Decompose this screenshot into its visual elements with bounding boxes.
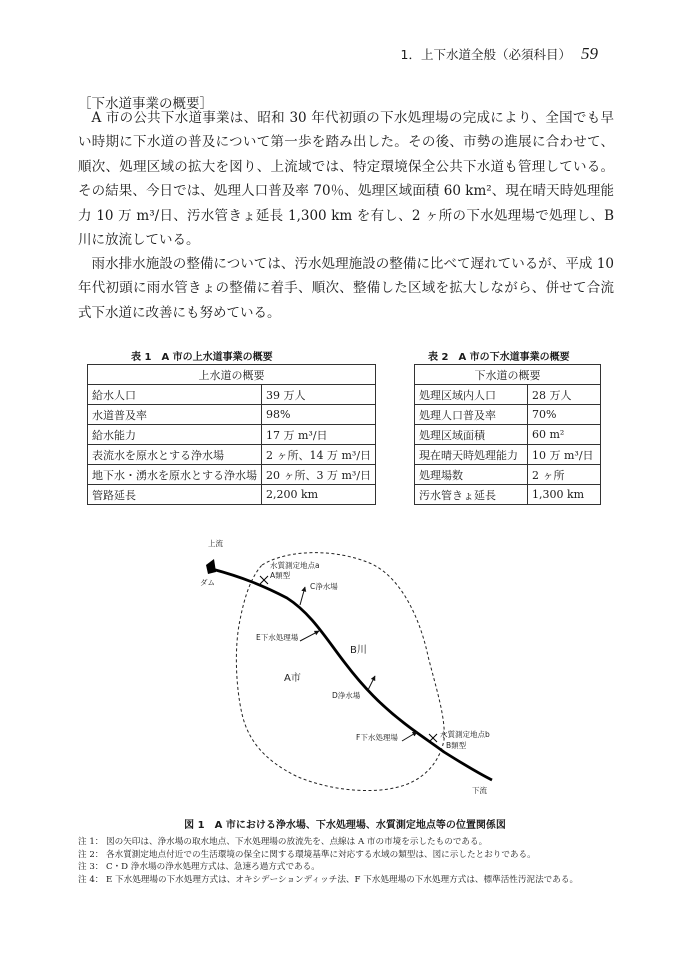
- water-quality-point-b-icon: [429, 734, 437, 742]
- row-label: 処理人口普及率: [415, 405, 528, 425]
- river-b-label: B川: [350, 645, 367, 656]
- row-label: 処理区域面積: [415, 425, 528, 445]
- dam-icon: [206, 559, 216, 574]
- row-label: 水道普及率: [88, 405, 262, 425]
- water-supply-table: [87, 364, 376, 505]
- section-title: ［下水道事業の概要］: [78, 96, 213, 112]
- row-label: 処理区域内人口: [415, 385, 528, 405]
- chapter-title: 1．上下水道全般（必須科目）: [400, 47, 571, 62]
- table2-caption: 表 2 A 市の下水道事業の概要: [428, 352, 570, 363]
- table1-caption: 表 1 A 市の上水道事業の概要: [131, 352, 273, 363]
- table-row: [415, 445, 601, 465]
- f-plant-outflow-arrow-icon: [402, 732, 417, 741]
- figure-caption: 図 1 A 市における浄水場、下水処理場、水質測定地点等の位置関係図: [184, 820, 506, 831]
- downstream-label: 下流: [472, 786, 487, 795]
- row-value: 2 ヶ所: [528, 465, 601, 485]
- row-value: 10 万 m³/日: [528, 445, 601, 465]
- note-label: 注 4：: [78, 874, 104, 885]
- water-quality-point-a-icon: [260, 576, 268, 584]
- d-plant-intake-arrow-icon: [368, 676, 375, 690]
- note-text: E 下水処理場の下水処理方式は、オキシデーションディッチ法、F 下水処理場の下水処理方式は、標準活性汚泥法である。: [106, 874, 579, 885]
- paragraph-1: A 市の公共下水道事業は、昭和 30 年代初頭の下水処理場の完成により、全国でも早い時期に下水道の普及について第一歩を踏み出した。その後、市勢の進展に合わせて、順次、処理区域の拡大を図り、上流域では、特定環境保全公共下水道も管理している。その結果、今日では、処理人口普及率 70％、処理区域面積 60 km²、現在晴天時処理能力 10 万 m³/日、汚水管きょ延長 1,300 km を有し、2 ヶ所の下水処理場で処理し、B 川に放流している。: [78, 110, 614, 249]
- table-row: [415, 465, 601, 485]
- page-header: [401, 44, 598, 64]
- point-b-label: 水質測定地点b: [440, 730, 490, 739]
- row-value: 28 万人: [528, 385, 601, 405]
- table-row: [88, 405, 376, 425]
- upstream-label: 上流: [208, 539, 223, 548]
- table-row: [88, 425, 376, 445]
- row-value: 2,200 km: [262, 485, 376, 505]
- f-plant-label: F下水処理場: [356, 733, 398, 742]
- table-row: [415, 425, 601, 445]
- e-plant-outflow-arrow-icon: [300, 631, 319, 641]
- row-value: 98%: [262, 405, 376, 425]
- dam-label: ダム: [200, 578, 215, 587]
- page-number: 59: [581, 44, 598, 63]
- row-value: 60 m²: [528, 425, 601, 445]
- table-row: [88, 465, 376, 485]
- sewerage-table: [414, 364, 601, 505]
- c-plant-label: C浄水場: [310, 582, 338, 591]
- row-value: 39 万人: [262, 385, 376, 405]
- note-text: 各水質測定地点付近での生活環境の保全に関する環境基準に対応する水域の類型は、図に示したとおりである。: [106, 849, 536, 860]
- row-label: 管路延長: [88, 485, 262, 505]
- location-map: [192, 528, 532, 808]
- row-label: 表流水を原水とする浄水場: [88, 445, 262, 465]
- city-a-label: A市: [284, 673, 301, 684]
- row-value: 2 ヶ所、14 万 m³/日: [262, 445, 376, 465]
- note-3: [78, 861, 614, 874]
- type-b-label: B類型: [446, 741, 467, 750]
- table-row: [415, 485, 601, 505]
- table-row: [88, 485, 376, 505]
- note-text: 図の矢印は、浄水場の取水地点、下水処理場の放流先を、点線は A 市の市境を示したものである。: [106, 837, 488, 847]
- row-value: 70%: [528, 405, 601, 425]
- row-label: 給水人口: [88, 385, 262, 405]
- table1-header: 上水道の概要: [88, 365, 376, 385]
- d-plant-label: D浄水場: [332, 691, 361, 700]
- row-label: 給水能力: [88, 425, 262, 445]
- notes: [78, 836, 614, 886]
- point-a-label: 水質測定地点a: [270, 561, 320, 570]
- table2-header: 下水道の概要: [415, 365, 601, 385]
- row-label: 現在晴天時処理能力: [415, 445, 528, 465]
- note-label: 注 1：: [78, 837, 104, 847]
- table-row: [415, 405, 601, 425]
- row-value: 17 万 m³/日: [262, 425, 376, 445]
- note-1: [78, 836, 614, 849]
- paragraph-2: 雨水排水施設の整備については、汚水処理施設の整備に比べて遅れているが、平成 10 年代初頭に雨水管きょの整備に着手、順次、整備した区域を拡大しながら、併せて合流式下水道に改善にも努めている。: [78, 256, 614, 321]
- table-row: [88, 445, 376, 465]
- row-value: 1,300 km: [528, 485, 601, 505]
- note-4: [78, 874, 614, 887]
- table-row: [415, 385, 601, 405]
- row-value: 20 ヶ所、3 万 m³/日: [262, 465, 376, 485]
- e-plant-label: E下水処理場: [256, 633, 299, 642]
- note-label: 注 2：: [78, 849, 104, 860]
- row-label: 地下水・湧水を原水とする浄水場: [88, 465, 262, 485]
- note-2: [78, 849, 614, 862]
- table-row: [88, 385, 376, 405]
- row-label: 処理場数: [415, 465, 528, 485]
- note-text: C・D 浄水場の浄水処理方式は、急速ろ過方式である。: [106, 862, 320, 873]
- row-label: 汚水管きょ延長: [415, 485, 528, 505]
- note-label: 注 3：: [78, 862, 104, 873]
- c-plant-intake-arrow-icon: [300, 587, 305, 605]
- type-a-label: A類型: [270, 571, 291, 580]
